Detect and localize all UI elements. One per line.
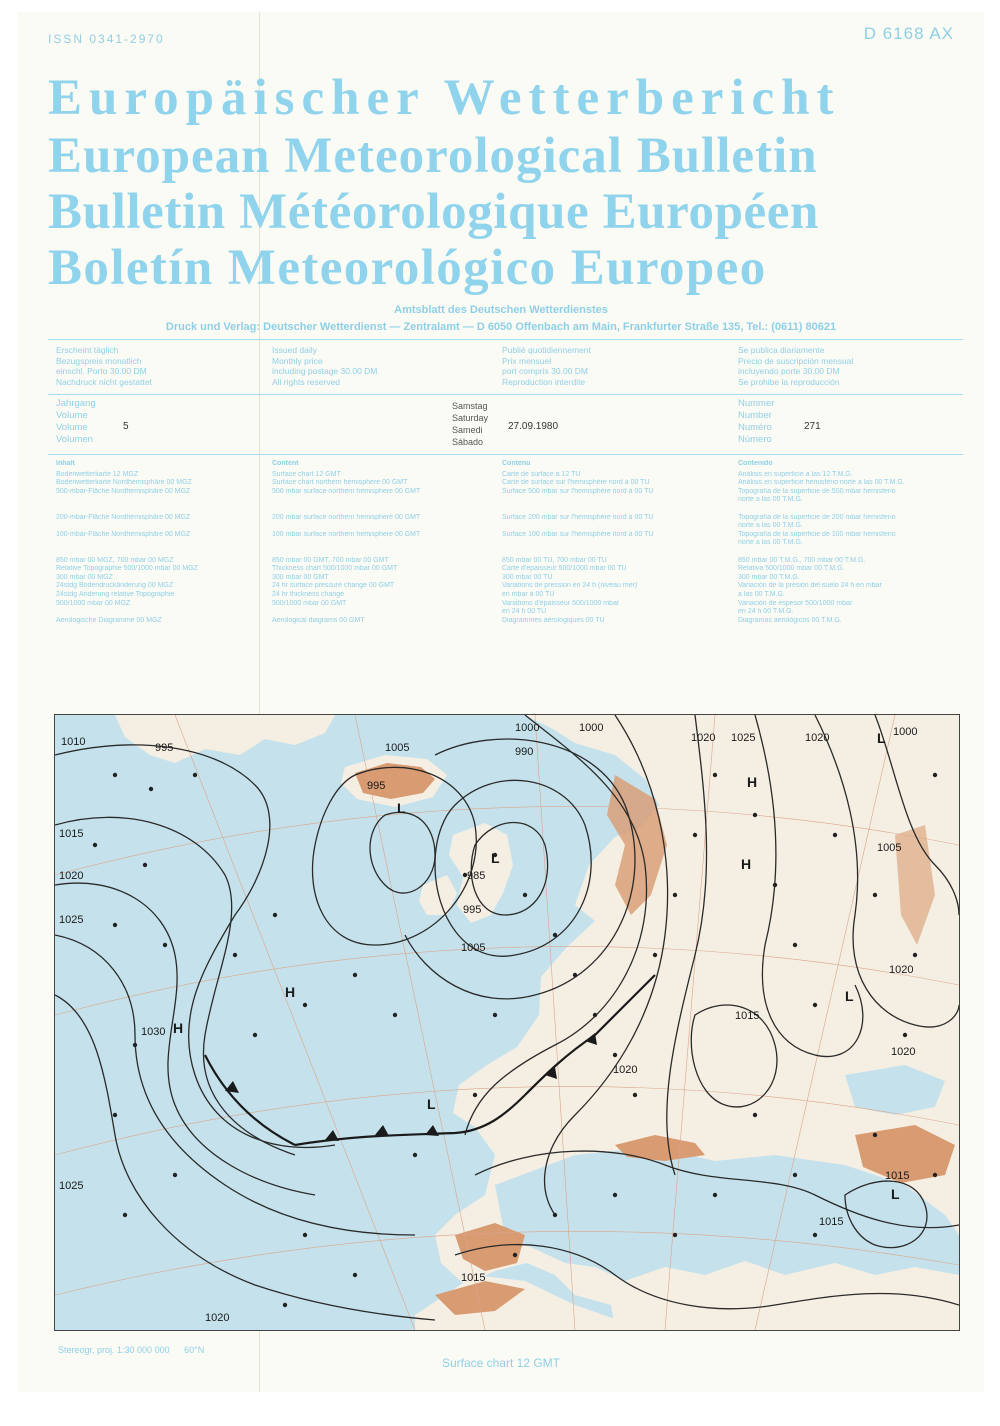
contents-item: 24stdg Änderung relative Topographie (56, 590, 175, 598)
contents-item: 500 mbar surface northern hemisphere 00 GMT (272, 487, 421, 495)
contents-item (502, 505, 730, 514)
contents-item: norte a las 00 T.M.G. (738, 522, 803, 530)
contents-item: 500/1000 mbar 00 MGZ (56, 599, 131, 607)
volume-label: Volume (56, 422, 88, 433)
isobar-label: 1025 (59, 914, 84, 926)
surface-weather-map (54, 714, 960, 1331)
low-centre: L (491, 850, 500, 866)
info-line: Se prohibe la reproducción (738, 376, 840, 387)
title-spanish: Boletín Meteorológico Europeo (48, 240, 767, 296)
contents-item: 300 mbar 00 MGZ (56, 573, 113, 581)
contents-item: en 24 h 00 TU (502, 608, 547, 616)
volume-label: Jahrgang (56, 398, 96, 409)
volume-label: Volume (56, 410, 88, 421)
contents-item (272, 522, 490, 531)
isobar-label: 1000 (515, 722, 540, 734)
isobar-label: 1015 (885, 1170, 910, 1182)
contents-item (272, 548, 490, 557)
isobar-label: 1020 (805, 732, 830, 744)
low-centre: L (845, 988, 854, 1004)
isobar-label: 1015 (59, 828, 84, 840)
contents-item: 24 hr thickness change (272, 590, 344, 598)
contents-item: Carte d'epaisseur 500/1000 mbar 00 TU (502, 565, 627, 573)
isobar-label: 985 (467, 870, 486, 882)
divider (48, 454, 963, 455)
contents-item: Surface 200 mbar sur l'hemisphère nord à 00 TU (502, 513, 654, 521)
contents-item: 100 mbar surface northern hemisphere 00 GMT (272, 530, 421, 538)
contents-item: Variations d'épaisseur 500/1000 mbar (502, 599, 620, 607)
isobar-label: 1000 (579, 722, 604, 734)
info-line: einschl. Porto 30.00 DM (56, 366, 147, 376)
contents-item: Surface 500 mbar sur l'hemisphère nord à 00 TU (502, 487, 654, 495)
isobar-label: 995 (367, 780, 386, 792)
number-labels (738, 398, 774, 446)
info-line: All rights reserved (272, 376, 341, 387)
contents-item: Carte de surface sur l'hemisphère nord à 00 TU (502, 479, 650, 487)
projection-scale: Stereogr. proj. 1:30 000 000 (58, 1345, 170, 1355)
isobar-label: 1030 (141, 1026, 166, 1038)
contents-item: Topografía de la superficie de 100 mbar hemisferio (738, 530, 896, 538)
info-column-en (272, 345, 377, 387)
contents-item: Carte de surface à 12 TU (502, 470, 581, 478)
publication-code: D 6168 AX (863, 24, 954, 43)
contents-item: Variación de la presión del suelo 24 h en mbar (738, 582, 882, 590)
contents-item: norte a las 00 T.M.G. (738, 496, 803, 504)
official-gazette-line: Amtsblatt des Deutschen Wetterdienstes (394, 304, 608, 316)
contents-item (56, 505, 261, 514)
contents-item: Thickness chart 500/1000 mbar 00 GMT (272, 565, 398, 573)
title-french: Bulletin Météorologique Européen (48, 184, 819, 240)
contents-heading: Contenu (502, 460, 531, 467)
contents-item: 300 mbar 00 TU (502, 573, 553, 581)
contents-item: en mbar à 00 TU (502, 590, 555, 598)
info-line: port compris 30.00 DM (502, 366, 588, 376)
contents-item: Variations de pression en 24 h (niveau mer) (502, 582, 638, 590)
info-line: Precio de suscripción mensual (738, 355, 854, 366)
info-column-es (738, 345, 853, 387)
contents-item (738, 505, 968, 514)
number-label: Number (738, 410, 772, 421)
number-label: Número (738, 434, 772, 445)
day-label: Samstag (452, 401, 488, 411)
volume-labels (56, 398, 96, 446)
map-caption: Surface chart 12 GMT (441, 1356, 561, 1370)
contents-item: Variación de espesor 500/1000 mbar (738, 599, 853, 607)
issue-number: 271 (804, 421, 821, 432)
isobar-label: 1000 (893, 726, 918, 738)
info-line: including postage 30.00 DM (272, 366, 378, 376)
low-centre: L (891, 1186, 900, 1202)
contents-item: 500/1000 mbar 00 GMT (272, 599, 347, 607)
contents-item: Relative Topographie 500/1000 mbar 00 MGZ (56, 565, 198, 573)
contents-item (502, 496, 730, 505)
info-line: Nachdruck nicht gestattet (56, 376, 152, 387)
info-column-de (56, 345, 152, 387)
contents-item (502, 548, 730, 557)
volume-label: Volumen (56, 434, 93, 445)
contents-item: 300 mbar 00 GMT (272, 573, 329, 581)
divider (48, 394, 963, 395)
isobar-label: 1015 (819, 1216, 844, 1228)
contents-column-de (56, 460, 261, 625)
contents-item: 850 mbar 00 T.M.G., 700 mbar 00 T.M.G. (738, 556, 866, 564)
contents-item: 200 mbar surface northern hemisphere 00 GMT (272, 513, 421, 521)
isobar-label: 1020 (691, 732, 716, 744)
title-english: European Meteorological Bulletin (48, 128, 818, 184)
isobar-label: 1025 (731, 732, 756, 744)
contents-item (502, 539, 730, 548)
low-centre: L (427, 1096, 436, 1112)
contents-column-fr (502, 460, 730, 625)
issue-date: 27.09.1980 (508, 421, 559, 432)
contents-item: Bodenwetterkarte 12 MGZ (56, 470, 139, 478)
contents-item: Aerological diagrams 00 GMT (272, 616, 365, 624)
number-label: Numéro (738, 422, 772, 433)
contents-item (56, 496, 261, 505)
contents-item (56, 548, 261, 557)
low-centre: L (877, 730, 886, 746)
contents-heading: Content (272, 460, 299, 467)
contents-item: 850 mbar 00 MGZ, 700 mbar 00 MGZ (56, 556, 174, 564)
contents-item: 300 mbar 00 T.M.G. (738, 573, 800, 581)
info-line: Se publica diariamente (738, 345, 825, 355)
isobar-label: 995 (155, 742, 174, 754)
info-line: Issued daily (272, 345, 317, 355)
contents-item: Surface 100 mbar sur l'hemisphère nord à 00 TU (502, 530, 654, 538)
info-line: incluyendo porte 30.00 DM (738, 366, 840, 376)
latitude-label: 60°N (184, 1345, 205, 1355)
contents-item (272, 496, 490, 505)
publisher-line: Druck und Verlag: Deutscher Wetterdienst — Zentralamt — D 6050 Offenbach am Main, Frankfurter Straße 135, Tel.: (0611) 80621 (165, 321, 837, 333)
isobar-label: 1020 (205, 1312, 230, 1324)
info-line: Reproduction interdite (502, 376, 586, 387)
contents-item (502, 522, 730, 531)
high-centre: H (741, 856, 752, 872)
contents-item: Surface chart northern hemisphere 00 GMT (272, 479, 408, 487)
contents-item: Topografía de la superficie de 200 mbar hemisferio (738, 513, 896, 521)
contents-item: Diagrammes aérologiques 00 TU (502, 616, 605, 624)
info-line: Prix mensuel (502, 355, 552, 366)
divider (48, 339, 963, 340)
high-centre: H (173, 1020, 184, 1036)
isobar-label: 1020 (613, 1064, 638, 1076)
contents-item: 500-mbar-Fläche Nordhemisphäre 00 MGZ (56, 487, 191, 495)
contents-item: 850 mbar 00 TU, 700 mbar 00 TU (502, 556, 607, 564)
info-column-fr (502, 345, 591, 387)
isobar-label: 1025 (59, 1180, 84, 1192)
contents-item: 24 hr surface pressure change 00 GMT (272, 582, 395, 590)
isobar-label: 1015 (735, 1010, 760, 1022)
contents-item (272, 608, 490, 617)
contents-item: 24stdg Bodendruckänderung 00 MGZ (56, 582, 174, 590)
projection-note (58, 1345, 204, 1355)
isobar-label: 1020 (59, 870, 84, 882)
number-label: Nummer (738, 398, 775, 409)
info-line: Erscheint täglich (56, 345, 119, 355)
isobar-label: 995 (463, 904, 482, 916)
contents-item: 850 mbar 00 GMT, 700 mbar 00 GMT (272, 556, 389, 564)
contents-column-es (738, 460, 968, 625)
contents-item: en 24 h 00 T.M.G. (738, 608, 794, 616)
bulletin-page (18, 12, 984, 1392)
isobar-label: 1010 (61, 736, 86, 748)
contents-item: Bodenwetterkarte Nordhemisphäre 00 MGZ (56, 479, 192, 487)
volume-value: 5 (123, 421, 129, 432)
contents-item (738, 548, 968, 557)
isobar-label: 1015 (461, 1272, 486, 1284)
isobar-label: 990 (515, 746, 534, 758)
info-line: Bezugspreis monatlich (56, 355, 142, 366)
isobar-label: 1020 (891, 1046, 916, 1058)
contents-item: Aerologische Diagramme 00 MGZ (56, 616, 162, 624)
contents-column-en (272, 460, 490, 625)
day-label: Sábado (452, 437, 484, 447)
contents-item: Análisis en superficie hemisferio norte a las 00 T.M.G. (738, 479, 905, 487)
contents-heading: Inhalt (56, 460, 75, 467)
contents-item: Diagramas aerológicos 00 T.M.G. (738, 616, 842, 624)
contents-item: Relativa 500/1000 mbar 00 T.M.G. (738, 565, 845, 573)
issn-number: ISSN 0341-2970 (48, 32, 165, 46)
day-labels (452, 400, 488, 448)
contents-item (56, 522, 261, 531)
contents-item: Análisis en superficie a las 12 T.M.G. (738, 470, 853, 478)
contents-heading: Contenido (738, 460, 773, 467)
contents-item (272, 539, 490, 548)
day-label: Samedi (452, 425, 483, 435)
day-label: Saturday (452, 413, 489, 423)
contents-item: 200-mbar-Fläche Nordhemisphäre 00 MGZ (56, 513, 191, 521)
contents-item (56, 539, 261, 548)
contents-item (56, 608, 261, 617)
isobar-label: 1005 (461, 942, 486, 954)
contents-item: Topografía de la superficie de 500 mbar hemisferio (738, 487, 896, 495)
contents-item (272, 505, 490, 514)
contents-item: a las 00 T.M.G. (738, 590, 785, 598)
isobar-label: 1005 (385, 742, 410, 754)
contents-item: 100-mbar-Fläche Nordhemisphäre 00 MGZ (56, 530, 191, 538)
isobar-label: 1005 (877, 842, 902, 854)
high-centre: H (285, 984, 296, 1000)
contents-item: norte a las 00 T.M.G. (738, 539, 803, 547)
contents-item: Surface chart 12 GMT (272, 470, 341, 478)
info-line: Publié quotidiennement (502, 345, 591, 355)
high-centre: H (747, 774, 758, 790)
low-centre: L (397, 800, 406, 816)
title-german: Europäischer Wetterbericht (48, 70, 841, 126)
info-line: Monthly price (272, 355, 323, 366)
isobar-label: 1020 (889, 964, 914, 976)
